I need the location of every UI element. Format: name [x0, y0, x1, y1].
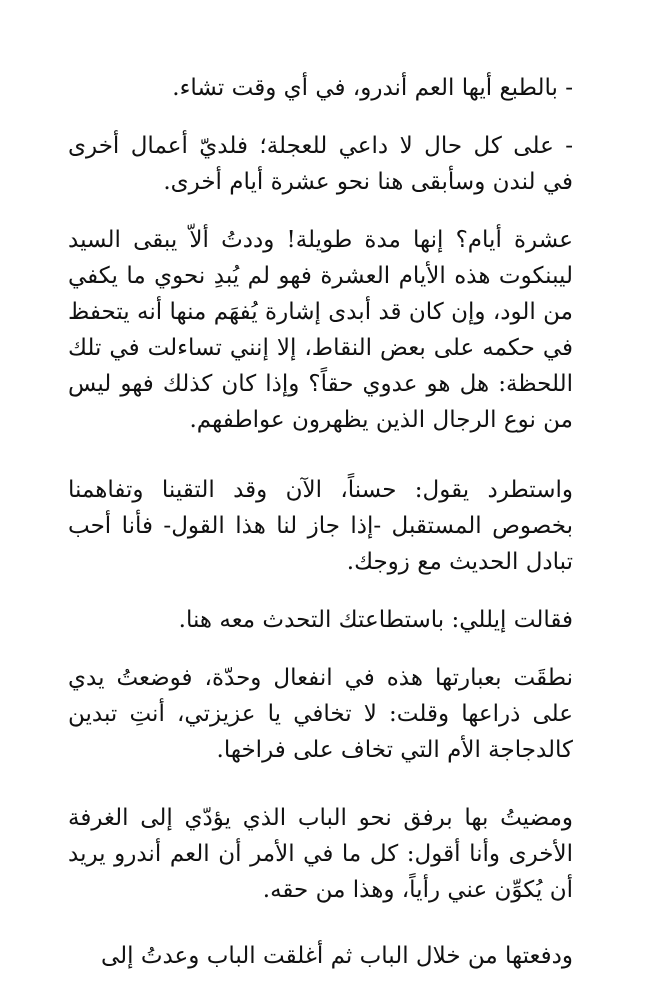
paragraph-4: واستطرد يقول: حسناً، الآن وقد التقينا وتفاهمنا بخصوص المستقبل -إذا جاز لنا هذا القول- فأنا أحب تبادل الحديث مع زوجك. — [68, 477, 573, 575]
paragraph-2: - على كل حال لا داعي للعجلة؛ فلديّ أعمال أخرى في لندن وسأبقى هنا نحو عشرة أيام أخرى. — [68, 133, 573, 195]
paragraph-8: ودفعتها من خلال الباب ثم أغلقت الباب وعدتُ إلى — [100, 943, 573, 969]
paragraph-6: نطقَت بعبارتها هذه في انفعال وحدّة، فوضعتُ يدي على ذراعها وقلت: لا تخافي يا عزيزتي، أنتِ تبدين كالدجاجة الأم التي تخاف على فراخها. — [68, 665, 573, 763]
paragraph-7: ومضيتُ بها برفق نحو الباب الذي يؤدّي إلى الغرفة الأخرى وأنا أقول: كل ما في الأمر أن العم أندرو يريد أن يُكوِّن عني رأياً، وهذا من حقه. — [68, 805, 573, 903]
paragraph-3: عشرة أيام؟ إنها مدة طويلة! وددتُ ألاّ يبقى السيد ليبنكوت هذه الأيام العشرة فهو لم يُبدِ نحوي ما يكفي من الود، وإن كان قد أبدى إشارة يُفهَم منها أنه يتحفظ في حكمه على بعض النقاط، إلا إنني تساءلت في تلك اللحظة: هل هو عدوي حقاً؟ وإذا كان كذلك فهو ليس من نوع الرجال الذين يظهرون عواطفهم. — [68, 227, 573, 433]
paragraph-5: فقالت إيللي: باستطاعتك التحدث معه هنا. — [178, 607, 573, 633]
paragraph-1: - بالطبع أيها العم أندرو، في أي وقت تشاء. — [172, 75, 573, 101]
